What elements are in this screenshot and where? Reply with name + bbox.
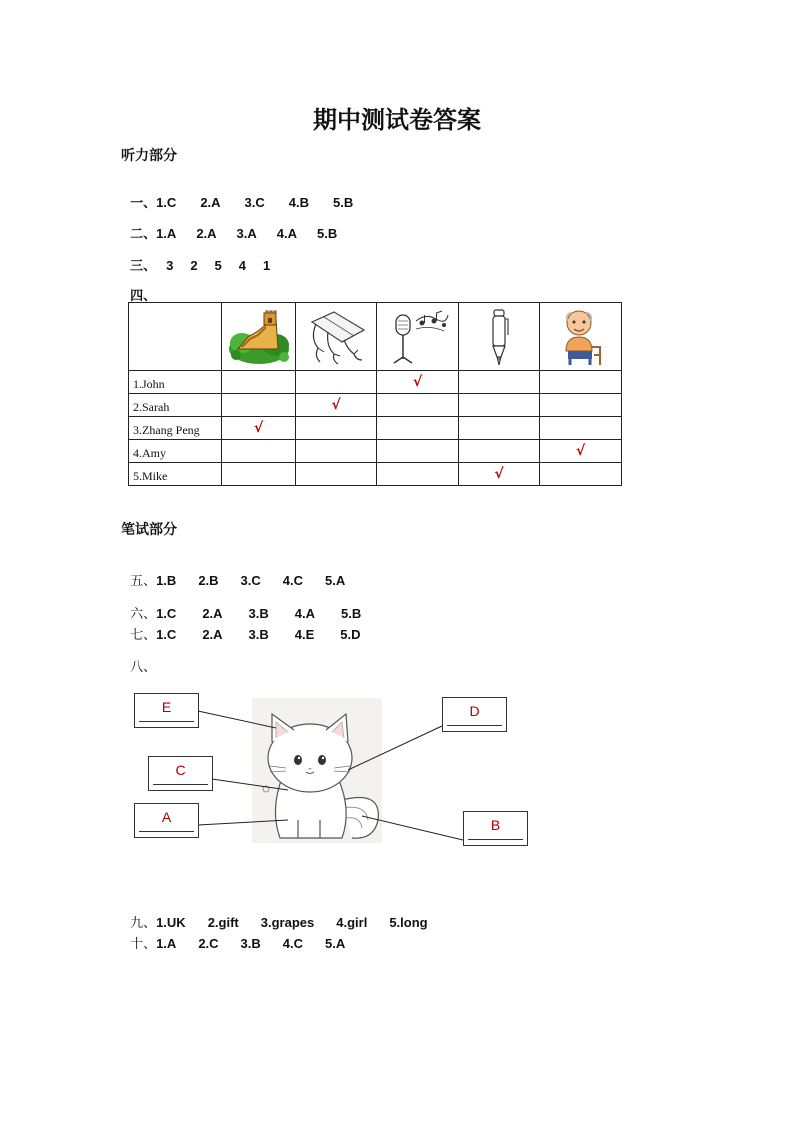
answer-item: 1.A — [156, 226, 177, 241]
answer-item: 4.A — [276, 226, 298, 241]
label-letter: C — [175, 762, 186, 778]
answers — [166, 258, 270, 273]
check-cell — [296, 394, 377, 417]
student-name: 4.Amy — [129, 440, 222, 463]
answer-item: 1.UK — [156, 915, 186, 930]
answer-item: 4.A — [294, 606, 316, 621]
check-cell — [377, 417, 459, 440]
answer-item: 1.A — [156, 936, 177, 951]
check-cell — [222, 463, 296, 486]
answer-item: 3.B — [240, 936, 261, 951]
answer-line-8 — [121, 641, 156, 675]
check-cell — [377, 440, 459, 463]
corner-cell — [129, 303, 222, 371]
answer-underline — [447, 725, 502, 726]
answer-item: 2.A — [202, 627, 223, 642]
table-row — [129, 440, 622, 463]
table-header-row — [129, 303, 622, 371]
answer-item: 3.C — [244, 195, 265, 210]
writing-heading: 笔试部分 — [121, 522, 177, 538]
check-cell — [377, 371, 459, 394]
answer-item: 1.B — [156, 573, 177, 588]
answer-item: 1.C — [156, 627, 177, 642]
label-letter: E — [161, 699, 172, 715]
answer-underline — [468, 839, 523, 840]
picture-cell — [296, 303, 377, 371]
answer-item: 1.C — [156, 195, 177, 210]
answers — [156, 936, 345, 951]
pen-icon — [479, 307, 519, 367]
check-cell — [296, 440, 377, 463]
label-box-tail[interactable] — [463, 811, 528, 846]
answer-item: 3 — [166, 258, 174, 273]
answer-item: 4.B — [288, 195, 310, 210]
question-number: 四、 — [130, 289, 157, 304]
answers — [156, 226, 337, 241]
answer-item: 3.A — [236, 226, 257, 241]
check-cell — [377, 394, 459, 417]
question-number: 二、 — [130, 227, 157, 242]
answer-item: 5 — [214, 258, 222, 273]
check-cell — [459, 394, 540, 417]
answer-underline — [139, 831, 194, 832]
picture-cell — [540, 303, 622, 371]
answer-item: 4.C — [282, 936, 304, 951]
label-box-whisker[interactable] — [442, 697, 507, 732]
answer-item: 5.B — [317, 226, 338, 241]
answer-item: 2.C — [198, 936, 219, 951]
answer-item: 2 — [190, 258, 198, 273]
picture-cell — [377, 303, 459, 371]
answer-item: 2.A — [196, 226, 217, 241]
answer-item: 2.A — [200, 195, 221, 210]
answer-item: 4.C — [282, 573, 304, 588]
question-number: 六、 — [130, 607, 157, 622]
label-letter: A — [161, 809, 172, 825]
answer-line-5 — [121, 555, 345, 589]
check-cell — [540, 463, 622, 486]
label-box-ear[interactable] — [134, 693, 199, 728]
check-cell — [296, 371, 377, 394]
student-name: 1.John — [129, 371, 222, 394]
answers — [156, 627, 360, 642]
answer-line-4 — [121, 270, 156, 304]
answer-line-10 — [121, 918, 345, 952]
answer-underline — [153, 784, 208, 785]
question-number: 八、 — [130, 660, 157, 675]
answer-item: 2.gift — [207, 915, 239, 930]
answer-item: 5.A — [325, 936, 346, 951]
kite-icon — [304, 308, 368, 366]
label-letter: B — [490, 817, 501, 833]
answer-item: 5.B — [341, 606, 362, 621]
student-name: 5.Mike — [129, 463, 222, 486]
answer-item: 3.C — [240, 573, 261, 588]
answer-item: 1 — [263, 258, 271, 273]
answers — [156, 573, 345, 588]
label-box-leg[interactable] — [134, 803, 199, 838]
answer-item: 2.A — [202, 606, 223, 621]
table-row — [129, 417, 622, 440]
check-cell — [222, 417, 296, 440]
check-cell — [459, 371, 540, 394]
label-letter: D — [469, 703, 480, 719]
question-number: 七、 — [130, 628, 157, 643]
check-cell — [296, 463, 377, 486]
check-cell — [296, 417, 377, 440]
answer-item: 4 — [238, 258, 247, 273]
listening-table — [128, 302, 622, 486]
check-cell — [540, 394, 622, 417]
check-mark: √ — [253, 420, 264, 436]
answer-item: 5.D — [340, 627, 361, 642]
question-number: 十、 — [130, 937, 157, 952]
answer-line-7 — [121, 609, 361, 643]
answer-item: 3.grapes — [260, 915, 315, 930]
check-mark: √ — [412, 374, 423, 390]
answer-item: 5.long — [389, 915, 428, 930]
grandpa-icon — [558, 307, 604, 367]
student-name: 3.Zhang Peng — [129, 417, 222, 440]
microphone-icon — [386, 307, 450, 367]
check-mark: √ — [575, 443, 586, 459]
listening-heading: 听力部分 — [121, 148, 177, 164]
picture-cell — [222, 303, 296, 371]
answer-line-1 — [121, 177, 353, 211]
table-row — [129, 394, 622, 417]
check-cell — [222, 440, 296, 463]
check-cell — [540, 417, 622, 440]
check-cell — [222, 371, 296, 394]
answer-item: 3.B — [248, 627, 269, 642]
page-title: 期中测试卷答案 — [313, 105, 481, 134]
answer-item: 3.B — [248, 606, 269, 621]
check-cell — [459, 463, 540, 486]
answer-item: 1.C — [156, 606, 177, 621]
label-box-body[interactable] — [148, 756, 213, 791]
answer-item: 4.girl — [336, 915, 368, 930]
answer-item: 4.E — [294, 627, 315, 642]
table-row — [129, 463, 622, 486]
picture-cell — [459, 303, 540, 371]
student-name: 2.Sarah — [129, 394, 222, 417]
check-cell — [459, 440, 540, 463]
answer-line-3 — [121, 240, 270, 274]
check-cell — [540, 371, 622, 394]
answer-item: 5.A — [325, 573, 346, 588]
question-number: 一、 — [130, 196, 157, 211]
question-number: 九、 — [130, 916, 157, 931]
answer-item: 2.B — [198, 573, 219, 588]
check-cell — [540, 440, 622, 463]
question-number: 五、 — [130, 574, 157, 589]
check-cell — [459, 417, 540, 440]
check-cell — [222, 394, 296, 417]
table-row — [129, 371, 622, 394]
answer-line-2 — [121, 208, 337, 242]
check-mark: √ — [494, 466, 504, 482]
answer-underline — [139, 721, 194, 722]
answer-item: 5.B — [333, 195, 354, 210]
check-mark: √ — [331, 397, 341, 413]
check-cell — [377, 463, 459, 486]
great-wall-icon — [228, 309, 290, 365]
question-number: 三、 — [130, 259, 157, 274]
